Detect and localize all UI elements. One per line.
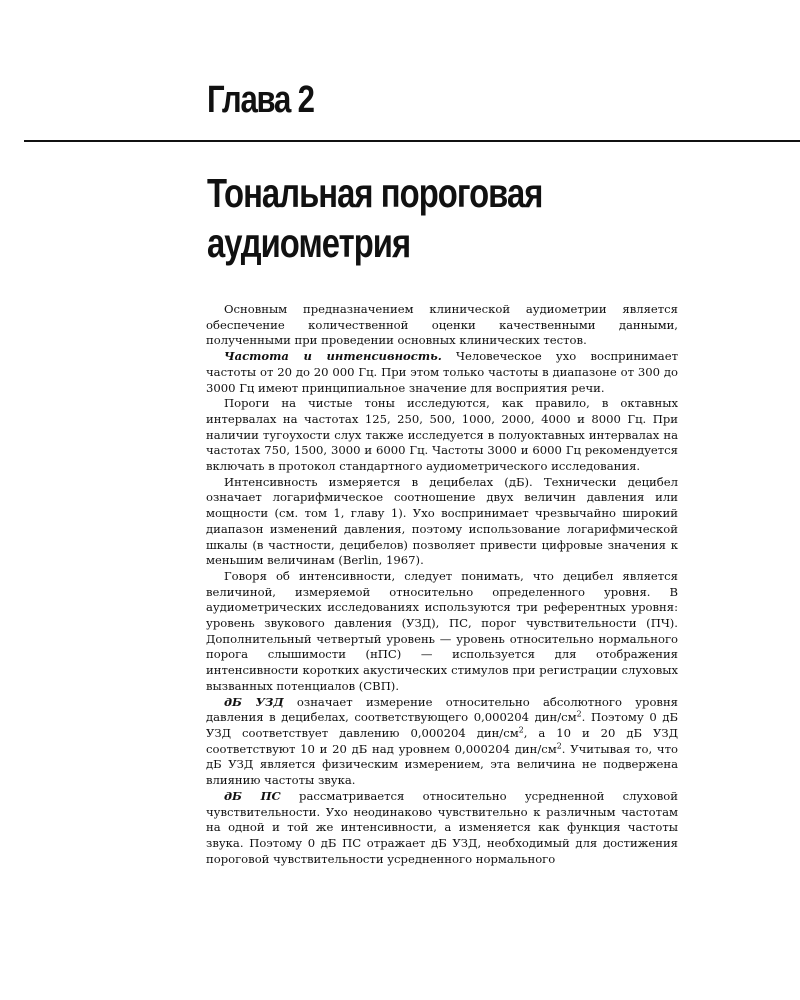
superscript: 2 (518, 725, 524, 735)
run-in-heading-frequency: Частота и интенсивность. (224, 349, 442, 364)
chapter-number: Глава 2 (207, 79, 314, 121)
chapter-title-line-1: Тональная пороговая (207, 170, 543, 216)
paragraph-text: . Поэтому 0 дБ УЗД соответствует давлению 0,000204 дин/см (206, 710, 679, 740)
paragraph-text: рассматривается относительно усредненной слуховой чувствительности. Ухо неодинаково чувствительно к различным частотам на одной и той же интенсивности, а изменяется как функция частоты звука. Поэтому 0 дБ ПС отражает дБ УЗД, необходимый для достижения пороговой чувствительности усредненного нормального (206, 788, 679, 866)
paragraph-frequency-intensity (206, 349, 678, 396)
run-in-heading-db-spl: дБ УЗД (224, 694, 284, 709)
paragraph-pure-tones: Пороги на чистые тоны исследуются, как правило, в октавных интервалах на частотах 125, 250, 500, 1000, 2000, 4000 и 8000 Гц. При наличии тугоухости слух также исследуется в полуоктавных интервалах на частотах 750, 1500, 3000 и 6000 Гц. Частоты 3000 и 6000 Гц рекомендуется включать в протокол стандартного аудиометрического исследования. (206, 396, 678, 474)
run-in-heading-db-hl: дБ ПС (224, 788, 281, 803)
chapter-title (207, 168, 607, 268)
paragraph-db-spl (206, 695, 678, 789)
paragraph-text: , а 10 и 20 дБ УЗД соответствуют 10 и 20 дБ над уровнем 0,000204 дин/см (206, 725, 678, 756)
paragraph-reference-levels: Говоря об интенсивности, следует понимать, что децибел является величиной, измеряемой относительно определенного уровня. В аудиометрических исследованиях используются три референтных уровня: уровень звукового давления (УЗД), ПС, порог чувствительности (ПЧ). Дополнительный четвертый уровень — уровень относительно нормального порога слышимости (нПС) — используется для отображения интенсивности коротких акустических стимулов при регистрации слуховых вызванных потенциалов (СВП). (206, 568, 678, 693)
paragraph-db-hl (206, 789, 678, 868)
superscript: 2 (556, 741, 562, 751)
header-divider (24, 140, 800, 142)
paragraph-intro: Основным предназначением клинической аудиометрии является обеспечение количественной оценки качественными данными, полученными при проведении основных клинических тестов. (206, 302, 678, 348)
chapter-title-line-2: аудиометрия (207, 220, 411, 266)
paragraph-text: . Учитывая то, что дБ УЗД является физическим измерением, эта величина не подвержена влиянию частоты звука. (206, 741, 678, 788)
paragraph-decibels: Интенсивность измеряется в децибелах (дБ). Технически децибел означает логарифмическое соотношение двух величин давления или мощности (см. том 1, главу 1). Ухо воспринимает чрезвычайно широкий диапазон изменений давления, поэтому использование логарифмической шкалы (в частности, децибелов) позволяет привести цифровые значения к меньшим величинам (Berlin, 1967). (206, 474, 678, 568)
paragraph-text: Человеческое ухо воспринимает частоты от 20 до 20 000 Гц. При этом только частоты в диапазоне от 300 до 3000 Гц имеют принципиальное значение для восприятия речи. (206, 349, 678, 395)
superscript: 2 (576, 709, 582, 719)
paragraph-text: означает измерение относительно абсолютного уровня давления в децибелах, соответствующего 0,000204 дин/см (206, 694, 678, 725)
body-text (206, 302, 678, 867)
